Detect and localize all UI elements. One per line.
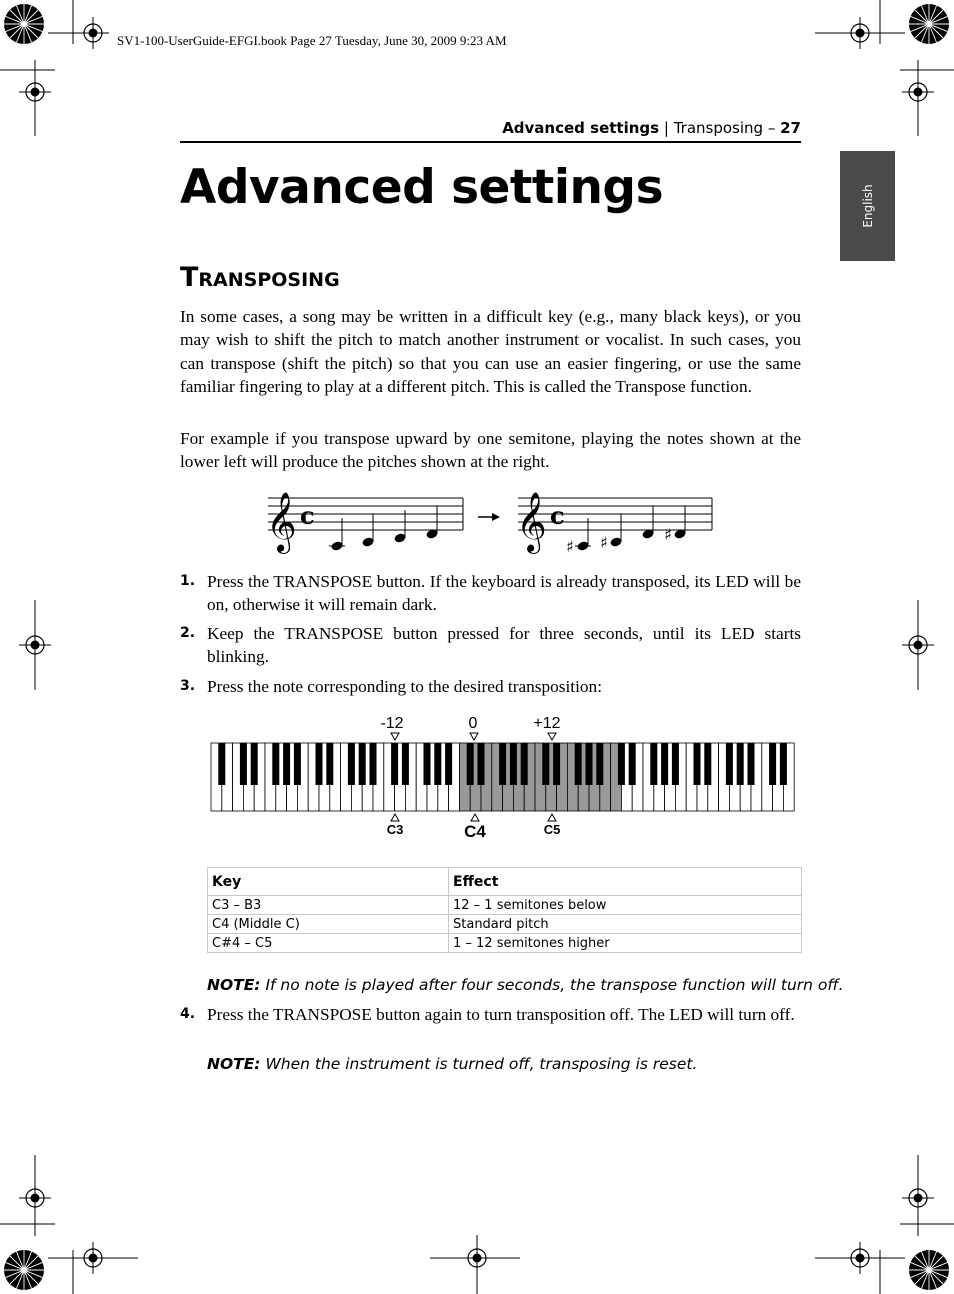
running-header <box>502 119 801 137</box>
black-key <box>542 743 549 785</box>
table-row <box>208 896 802 915</box>
label-minus-12: -12 <box>380 715 404 732</box>
running-header-separator: | <box>663 119 669 137</box>
table-cell-effect: 12 – 1 semitones below <box>449 896 802 915</box>
print-info-line: SV1-100-UserGuide-EFGI.book Page 27 Tuesday, June 30, 2009 9:23 AM <box>117 33 507 48</box>
black-key <box>294 743 301 785</box>
black-key <box>283 743 290 785</box>
running-header-section: Transposing <box>673 119 764 137</box>
down-triangle-icon <box>470 733 478 740</box>
language-tab <box>840 151 895 261</box>
black-key <box>445 743 452 785</box>
table-header-key: Key <box>208 868 449 896</box>
black-key <box>316 743 323 785</box>
staff-right <box>518 498 712 530</box>
label-c4: C4 <box>464 822 486 841</box>
table-cell-effect: 1 – 12 semitones higher <box>449 934 802 953</box>
treble-clef-icon: 𝄞 <box>516 492 547 552</box>
right-arrow-icon <box>478 513 500 521</box>
black-key <box>780 743 787 785</box>
black-key <box>661 743 668 785</box>
step-text: Press the note corresponding to the desired transposition: <box>207 677 602 696</box>
black-key <box>478 743 485 785</box>
black-key <box>510 743 517 785</box>
black-key <box>370 743 377 785</box>
common-time-icon: c <box>550 501 565 530</box>
black-key <box>748 743 755 785</box>
black-key <box>251 743 258 785</box>
note-auto-off <box>207 976 844 994</box>
music-notation-example <box>260 482 720 554</box>
black-key <box>650 743 657 785</box>
black-key <box>348 743 355 785</box>
note-label: NOTE: <box>207 1055 261 1073</box>
black-key <box>272 743 279 785</box>
black-key <box>704 743 711 785</box>
keyboard-diagram <box>200 708 810 848</box>
note-reset <box>207 1055 697 1073</box>
black-key <box>424 743 431 785</box>
step-number: 3. <box>180 678 196 694</box>
staff-left <box>268 498 463 530</box>
treble-clef-icon: 𝄞 <box>266 492 297 552</box>
black-key <box>586 743 593 785</box>
up-triangle-icon <box>471 814 479 821</box>
section-title: Transposing <box>180 262 340 293</box>
table-header-effect: Effect <box>449 868 802 896</box>
black-key <box>521 743 528 785</box>
step-text: Press the TRANSPOSE button again to turn transposition off. The LED will turn off. <box>207 1005 795 1024</box>
black-key <box>672 743 679 785</box>
top-markers <box>380 715 560 740</box>
step-number: 1. <box>180 573 196 589</box>
note-text: When the instrument is turned off, transposing is reset. <box>265 1055 698 1073</box>
example-paragraph: For example if you transpose upward by one semitone, playing the notes shown at the lower left will produce the pitches shown at the right. <box>180 429 801 472</box>
black-key <box>359 743 366 785</box>
label-c3: C3 <box>386 822 404 837</box>
table-cell-key: C#4 – C5 <box>208 934 449 953</box>
down-triangle-icon <box>548 733 556 740</box>
black-key <box>391 743 398 785</box>
black-key <box>402 743 409 785</box>
notes-left <box>329 506 439 552</box>
label-plus-12: +12 <box>533 715 561 732</box>
sharp-icon: ♯ <box>566 537 574 554</box>
page-number: 27 <box>780 119 801 137</box>
table-cell-key: C4 (Middle C) <box>208 915 449 934</box>
black-key <box>326 743 333 785</box>
page-title: Advanced settings <box>180 160 664 215</box>
note-label: NOTE: <box>207 976 261 994</box>
black-key <box>434 743 441 785</box>
black-key <box>737 743 744 785</box>
step-number: 2. <box>180 625 196 641</box>
bottom-markers <box>387 814 561 841</box>
sharp-icon: ♯ <box>664 525 672 544</box>
black-key <box>499 743 506 785</box>
black-key <box>467 743 474 785</box>
table-header-row <box>208 868 802 896</box>
note-text: If no note is played after four seconds, the transpose function will turn off. <box>265 976 844 994</box>
table-row <box>208 934 802 953</box>
transpose-table <box>207 867 802 953</box>
black-key <box>726 743 733 785</box>
table-cell-effect: Standard pitch <box>449 915 802 934</box>
black-key <box>553 743 560 785</box>
running-header-dash: – <box>767 119 776 137</box>
table-row <box>208 915 802 934</box>
step-number: 4. <box>180 1006 196 1022</box>
header-rule <box>180 141 801 143</box>
black-key <box>596 743 603 785</box>
black-key <box>218 743 225 785</box>
step-text: Keep the TRANSPOSE button pressed for three seconds, until its LED starts blinking. <box>207 624 801 667</box>
up-triangle-icon <box>548 814 556 821</box>
running-header-chapter: Advanced settings <box>502 119 660 137</box>
label-c5: C5 <box>543 822 561 837</box>
down-triangle-icon <box>391 733 399 740</box>
intro-paragraph: In some cases, a song may be written in a difficult key (e.g., many black keys), or you may wish to shift the pitch to match another instrument or vocalist. In such cases, you can transpose (shift the pitch) so that you can use an easier fingering, or use the same familiar fingering to play at a different pitch. This is called the Transpose function. <box>180 307 801 397</box>
black-key <box>618 743 625 785</box>
common-time-icon: c <box>300 501 315 530</box>
black-key <box>575 743 582 785</box>
black-key <box>629 743 636 785</box>
black-key <box>769 743 776 785</box>
table-cell-key: C3 – B3 <box>208 896 449 915</box>
sharp-icon: ♯ <box>600 533 608 552</box>
step-text: Press the TRANSPOSE button. If the keyboard is already transposed, its LED will be on, otherwise it will remain dark. <box>207 572 801 615</box>
label-zero: 0 <box>468 715 478 732</box>
language-tab-label: English <box>860 184 875 228</box>
up-triangle-icon <box>391 814 399 821</box>
black-key <box>240 743 247 785</box>
black-key <box>694 743 701 785</box>
